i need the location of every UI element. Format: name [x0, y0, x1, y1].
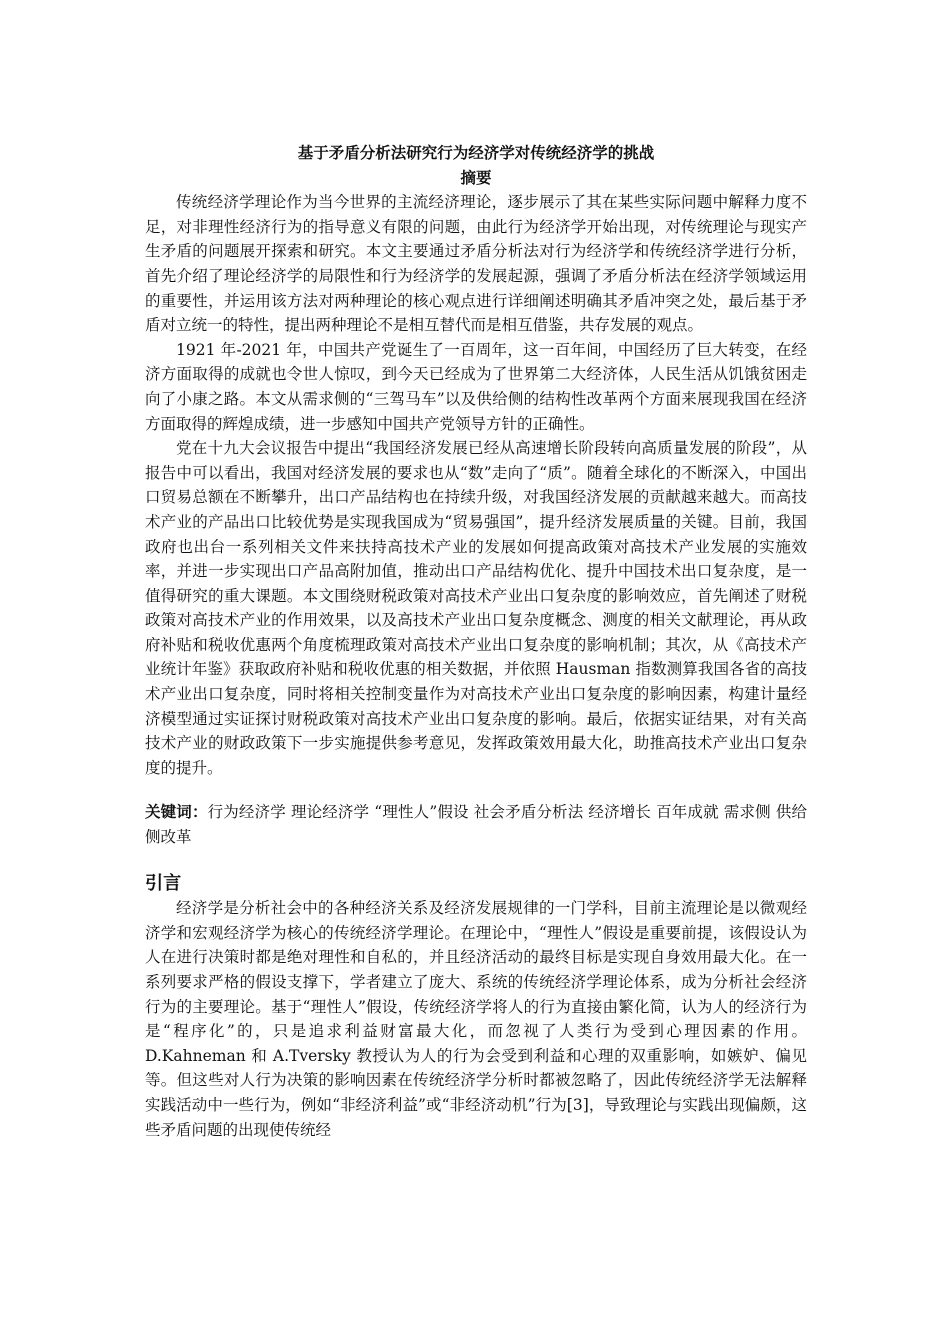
document-page	[145, 141, 807, 1142]
abstract-heading: 摘要	[460, 168, 492, 187]
intro-heading: 引言	[145, 872, 182, 894]
keywords-line	[145, 800, 807, 849]
document-title: 基于矛盾分析法研究行为经济学对传统经济学的挑战	[297, 144, 655, 162]
abstract-body	[145, 190, 807, 780]
keywords-text: 行为经济学 理论经济学 “理性人”假设 社会矛盾分析法 经济增长 百年成就 需求侧 供给侧改革	[145, 803, 807, 847]
abstract-paragraph: 传统经济学理论作为当今世界的主流经济理论，逐步展示了其在某些实际问题中解释力度不足，对非理性经济行为的指导意义有限的问题，由此行为经济学开始出现，对传统理论与现实产生矛盾的问题展开探索和研究。本文主要通过矛盾分析法对行为经济学和传统经济学进行分析，首先介绍了理论经济学的局限性和行为经济学的发展起源，强调了矛盾分析法在经济学领域运用的重要性，并运用该方法对两种理论的核心观点进行详细阐述明确其矛盾冲突之处，最后基于矛盾对立统一的特性，提出两种理论不是相互替代而是相互借鉴，共存发展的观点。	[145, 193, 807, 335]
intro-paragraph: 经济学是分析社会中的各种经济关系及经济发展规律的一门学科，目前主流理论是以微观经济学和宏观经济学为核心的传统经济学理论。在理论中，“理性人”假设是重要前提，该假设认为人在进行决策时都是绝对理性和自私的，并且经济活动的最终目标是实现自身效用最大化。在一系列要求严格的假设支撑下，学者建立了庞大、系统的传统经济学理论体系，成为分析社会经济行为的主要理论。基于“理性人”假设，传统经济学将人的行为直接由繁化简，认为人的经济行为是“程序化”的，只是追求利益财富最大化，而忽视了人类行为受到心理因素的作用。D.Kahneman 和 A.Tversky 教授认为人的行为会受到利益和心理的双重影响，如嫉妒、偏见等。但这些对人行为决策的影响因素在传统经济学分析时都被忽略了，因此传统经济学无法解释实践活动中一些行为，例如“非经济利益”或“非经济动机”行为[3]，导致理论与实践出现偏颇，这些矛盾问题的出现使传统经	[145, 899, 807, 1139]
abstract-paragraph: 党在十九大会议报告中提出“我国经济发展已经从高速增长阶段转向高质量发展的阶段”，从报告中可以看出，我国对经济发展的要求也从“数”走向了“质”。随着全球化的不断深入，中国出口贸易总额在不断攀升，出口产品结构也在持续升级，对我国经济发展的贡献越来越大。而高技术产业的产品出口比较优势是实现我国成为“贸易强国”，提升经济发展质量的关键。目前，我国政府也出台一系列相关文件来扶持高技术产业的发展如何提高政策对高技术产业发展的实施效率，并进一步实现出口产品高附加值，推动出口产品结构优化、提升中国技术出口复杂度，是一值得研究的重大课题。本文围绕财税政策对高技术产业出口复杂度的影响效应，首先阐述了财税政策对高技术产业的作用效果，以及高技术产业出口复杂度概念、测度的相关文献理论，再从政府补贴和税收优惠两个角度梳理政策对高技术产业出口复杂度的影响机制；其次，从《高技术产业统计年鉴》获取政府补贴和税收优惠的相关数据，并依照 Hausman 指数测算我国各省的高技术产业出口复杂度，同时将相关控制变量作为对高技术产业出口复杂度的影响因素，构建计量经济模型通过实证探讨财税政策对高技术产业出口复杂度的影响。最后，依据实证结果，对有关高技术产业的财政政策下一步实施提供参考意见，发挥政策效用最大化，助推高技术产业出口复杂度的提升。	[145, 439, 807, 777]
keywords-label: 关键词：	[145, 803, 208, 822]
abstract-paragraph: 1921 年-2021 年，中国共产党诞生了一百周年，这一百年间，中国经历了巨大转变，在经济方面取得的成就也令世人惊叹，到今天已经成为了世界第二大经济体，人民生活从饥饿贫困走向了小康之路。本文从需求侧的“三驾马车”以及供给侧的结构性改革两个方面来展现我国在经济方面取得的辉煌成绩，进一步感知中国共产党领导方针的正确性。	[145, 340, 807, 433]
